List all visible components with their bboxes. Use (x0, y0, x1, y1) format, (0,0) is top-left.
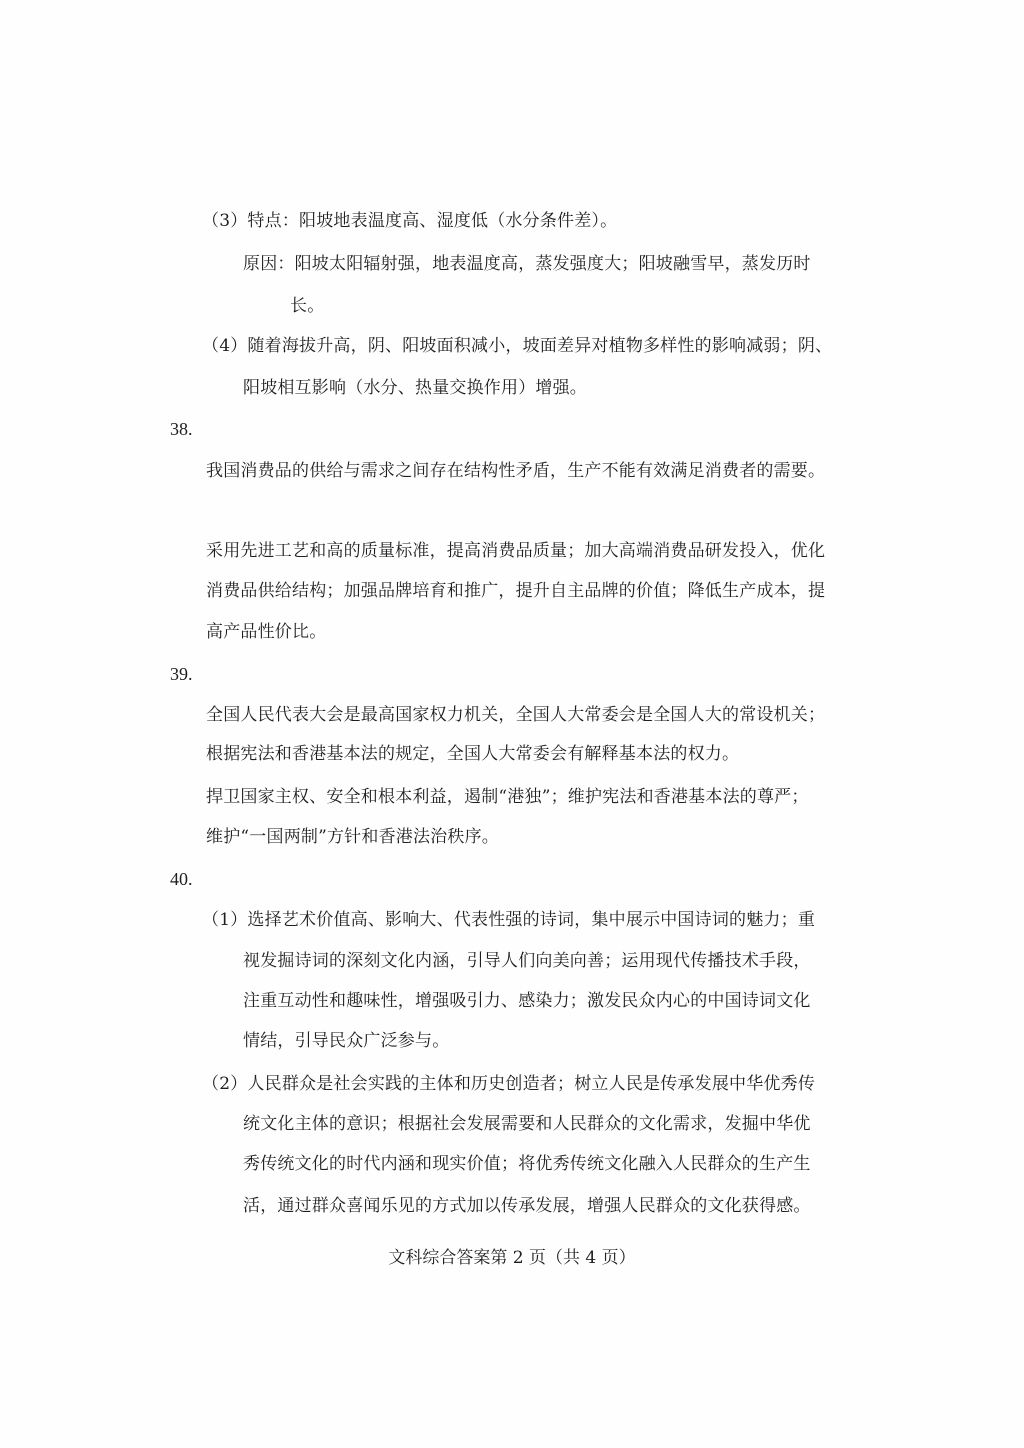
q40-part1-line2: 视发掘诗词的深刻文化内涵，引导人们向美向善；运用现代传播技术手段， (243, 951, 811, 971)
q40-part1-line1: （1）选择艺术价值高、影响大、代表性强的诗词，集中展示中国诗词的魅力；重 (202, 910, 816, 930)
q37-part4-line1: （4）随着海拔升高，阴、阳坡面积减小，坡面差异对植物多样性的影响减弱；阴、 (202, 336, 833, 356)
q40-part1-line4: 情结，引导民众广泛参与。 (243, 1031, 450, 1051)
q39-line4: 维护“一国两制”方针和香港法治秩序。 (206, 827, 499, 847)
q39-line3: 捍卫国家主权、安全和根本利益，遏制“港独”；维护宪法和香港基本法的尊严； (206, 787, 809, 807)
q40-part2-line3: 秀传统文化的时代内涵和现实价值；将优秀传统文化融入人民群众的生产生 (243, 1154, 811, 1174)
q40-part2-line4: 活，通过群众喜闻乐见的方式加以传承发展，增强人民群众的文化获得感。 (243, 1196, 811, 1216)
q40-part2-line1: （2）人民群众是社会实践的主体和历史创造者；树立人民是传承发展中华优秀传 (202, 1074, 816, 1094)
q38-number: 38. (170, 419, 193, 439)
q39-line2: 根据宪法和香港基本法的规定，全国人大常委会有解释基本法的权力。 (206, 744, 740, 764)
q38-line2: 采用先进工艺和高的质量标准，提高消费品质量；加大高端消费品研发投入，优化 (206, 541, 826, 561)
q39-number: 39. (170, 664, 193, 684)
q37-part4-line2: 阳坡相互影响（水分、热量交换作用）增强。 (243, 378, 587, 398)
q37-part3-line3: 长。 (290, 296, 325, 316)
q39-line1: 全国人民代表大会是最高国家权力机关，全国人大常委会是全国人大的常设机关； (206, 705, 826, 725)
q37-part3-line2: 原因：阳坡太阳辐射强，地表温度高，蒸发强度大；阳坡融雪早，蒸发历时 (243, 254, 811, 274)
page-footer: 文科综合答案第 2 页（共 4 页） (388, 1248, 636, 1268)
q37-part3-line1: （3）特点：阳坡地表温度高、湿度低（水分条件差）。 (202, 211, 618, 231)
q40-part1-line3: 注重互动性和趣味性，增强吸引力、感染力；激发民众内心的中国诗词文化 (243, 991, 811, 1011)
q38-line3: 消费品供给结构；加强品牌培育和推广，提升自主品牌的价值；降低生产成本，提 (206, 581, 826, 601)
q38-line4: 高产品性价比。 (206, 622, 327, 642)
q40-number: 40. (170, 869, 193, 889)
q38-line1: 我国消费品的供给与需求之间存在结构性矛盾，生产不能有效满足消费者的需要。 (206, 461, 826, 481)
q40-part2-line2: 统文化主体的意识；根据社会发展需要和人民群众的文化需求，发掘中华优 (243, 1114, 811, 1134)
